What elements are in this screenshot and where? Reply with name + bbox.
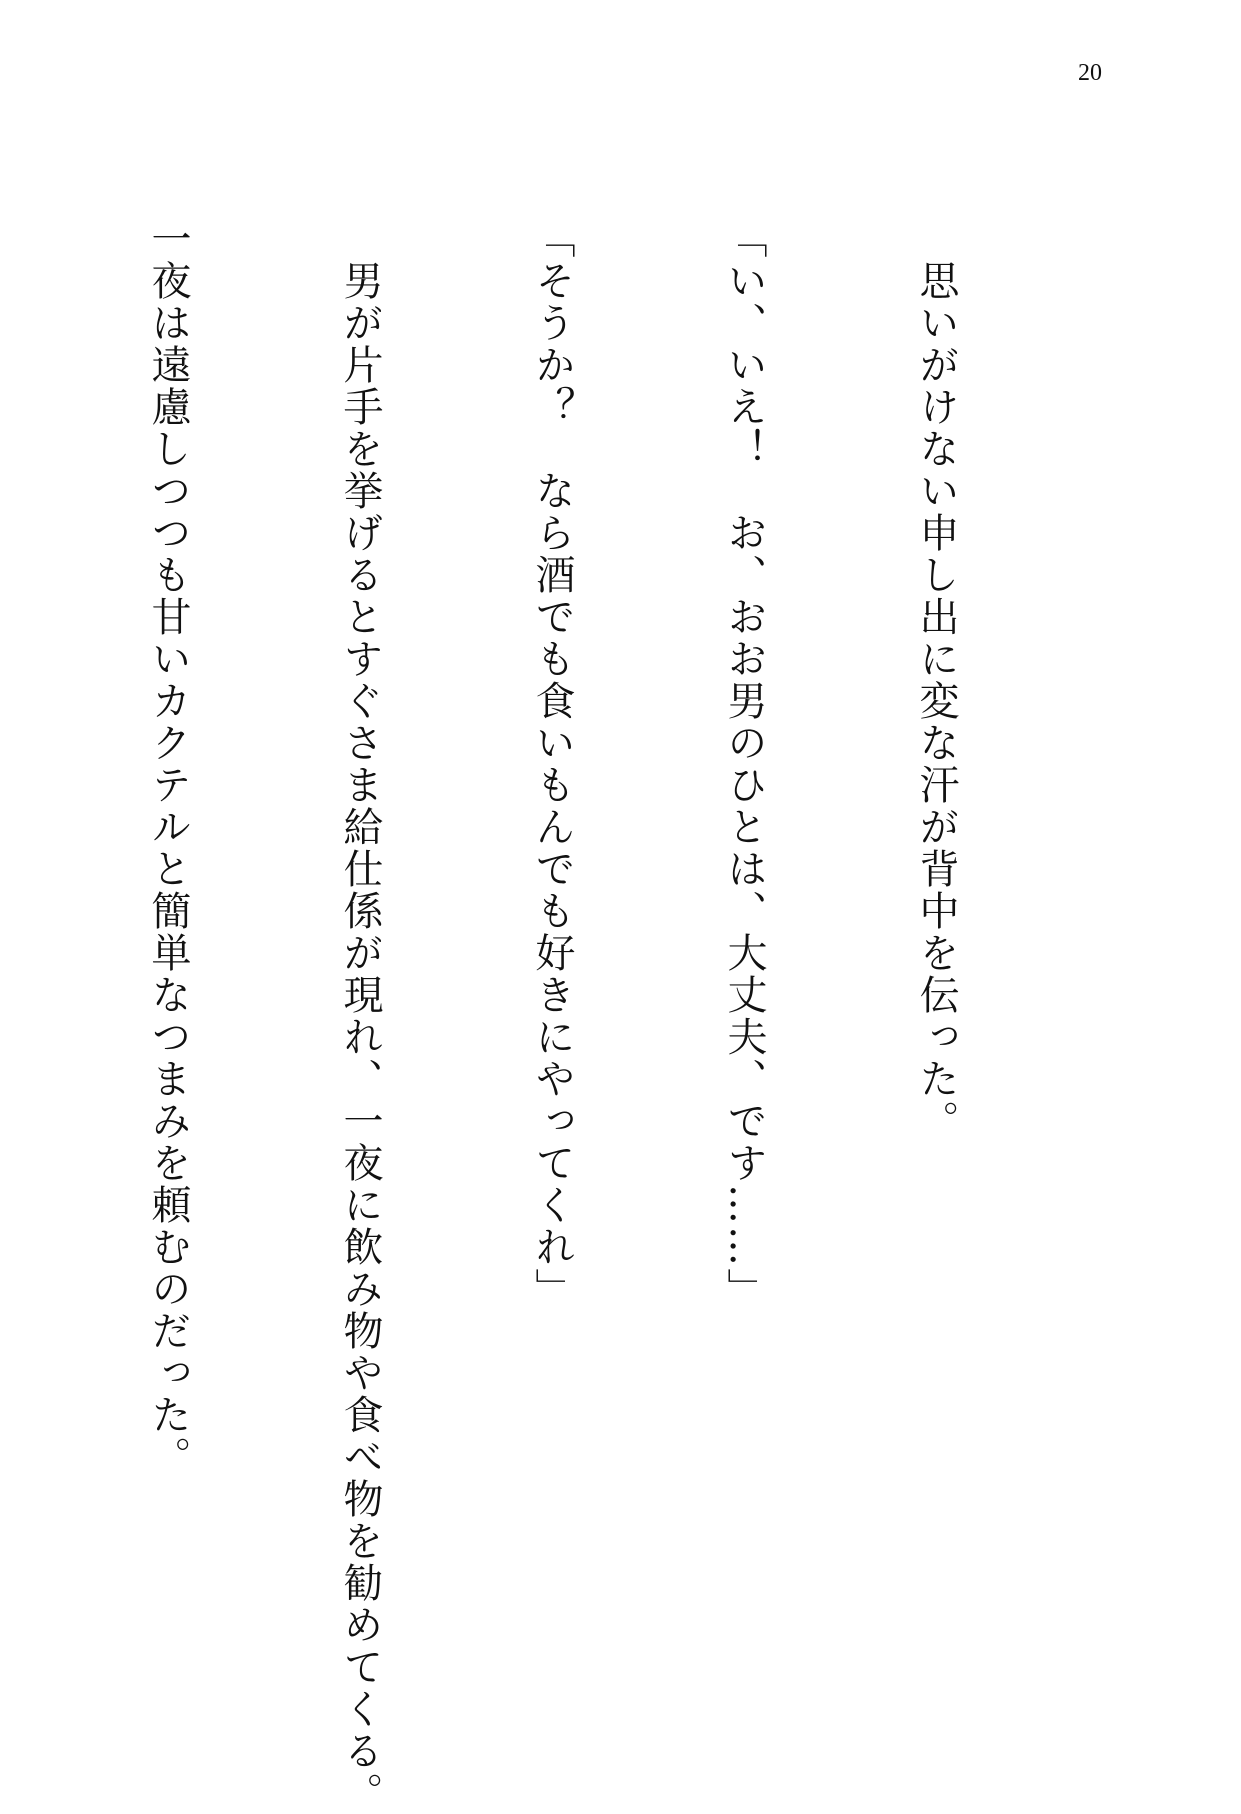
page-number: 20 [1078,60,1102,86]
text-line: 一夜は遠慮しつつも甘いカクテルと簡単なつまみを頼むのだった。 [145,218,191,1478]
text-line: 「そうか？ なら酒でも食いもんでも好きにやってくれ」 [529,218,575,1310]
blank-line [0,218,8,1698]
text-line: 「い、いえ！ お、おお男のひとは、大丈夫、です……」 [721,218,767,1310]
text-line: 思いがけない申し出に変な汗が背中を伝った。 [913,218,959,1142]
text-line: 男が片手を挙げるとすぐさま給仕係が現れ、一夜に飲み物や食べ物を勧めてくる。 [337,218,383,1814]
body-text [116,218,1096,1814]
